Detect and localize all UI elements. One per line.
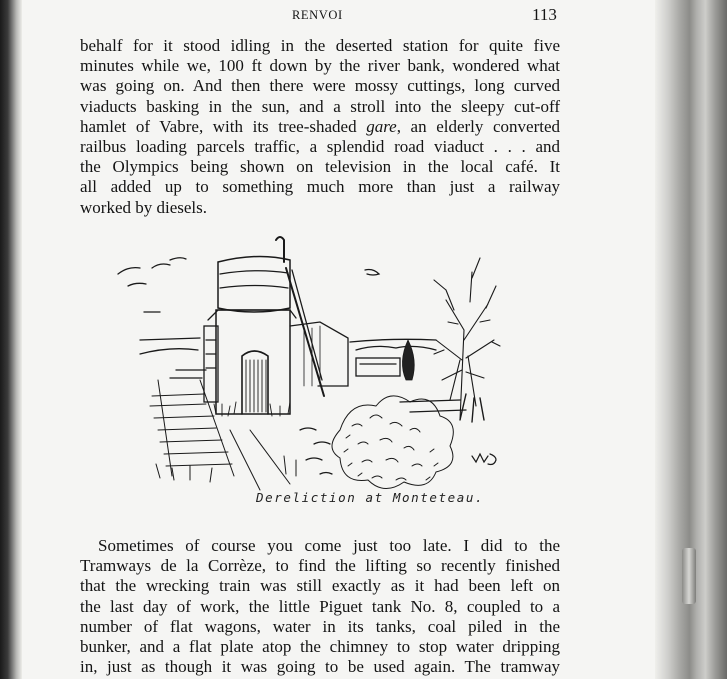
text-line: minutes while we, 100 ft down by the river bank, wondered what — [80, 56, 560, 76]
running-head: RENVOI — [292, 8, 343, 22]
scan-gutter-left — [0, 0, 22, 679]
text-line: all added up to something much more than just a railway — [80, 177, 560, 197]
page-edge-tab — [682, 548, 696, 604]
text-line: behalf for it stood idling in the deserted station for quite five — [80, 36, 560, 55]
text-line: worked by diesels. — [80, 197, 208, 217]
text-line: was going on. And then there were mossy cuttings, long curved — [80, 76, 560, 96]
ink-sketch-illustration — [100, 230, 520, 515]
text-line: Sometimes of course you come just too late. I did to the — [98, 536, 560, 555]
text-line: the Olympics being shown on television in the local café. It — [80, 157, 560, 177]
text-line: number of flat wagons, water in its tanks, coal piled in the — [80, 616, 560, 636]
text-line-with-italic: hamlet of Vabre, with its tree-shaded gare, an elderly converted — [80, 116, 561, 136]
paragraph-2 — [80, 536, 560, 677]
text-line: Tramways de la Corrèze, to find the lifting so recently finished — [80, 556, 560, 576]
text-line: bunker, and a flat plate atop the chimney to stop water dripping — [80, 637, 560, 657]
illustration-caption: Dereliction at Monteteau. — [256, 490, 485, 505]
text-line: that the wrecking train was still exactly as it had been left on — [80, 576, 560, 596]
text-line: the last day of work, the little Piguet tank No. 8, coupled to a — [80, 596, 560, 616]
text-line: viaducts basking in the sun, and a stroll into the sleepy cut-off — [80, 96, 560, 116]
paragraph-1 — [80, 36, 560, 218]
page-number: 113 — [532, 5, 557, 24]
text-line: in, just as though it was going to be used again. The tramway — [80, 657, 560, 677]
text-line: railbus loading parcels traffic, a splendid road viaduct . . . and — [80, 137, 560, 157]
